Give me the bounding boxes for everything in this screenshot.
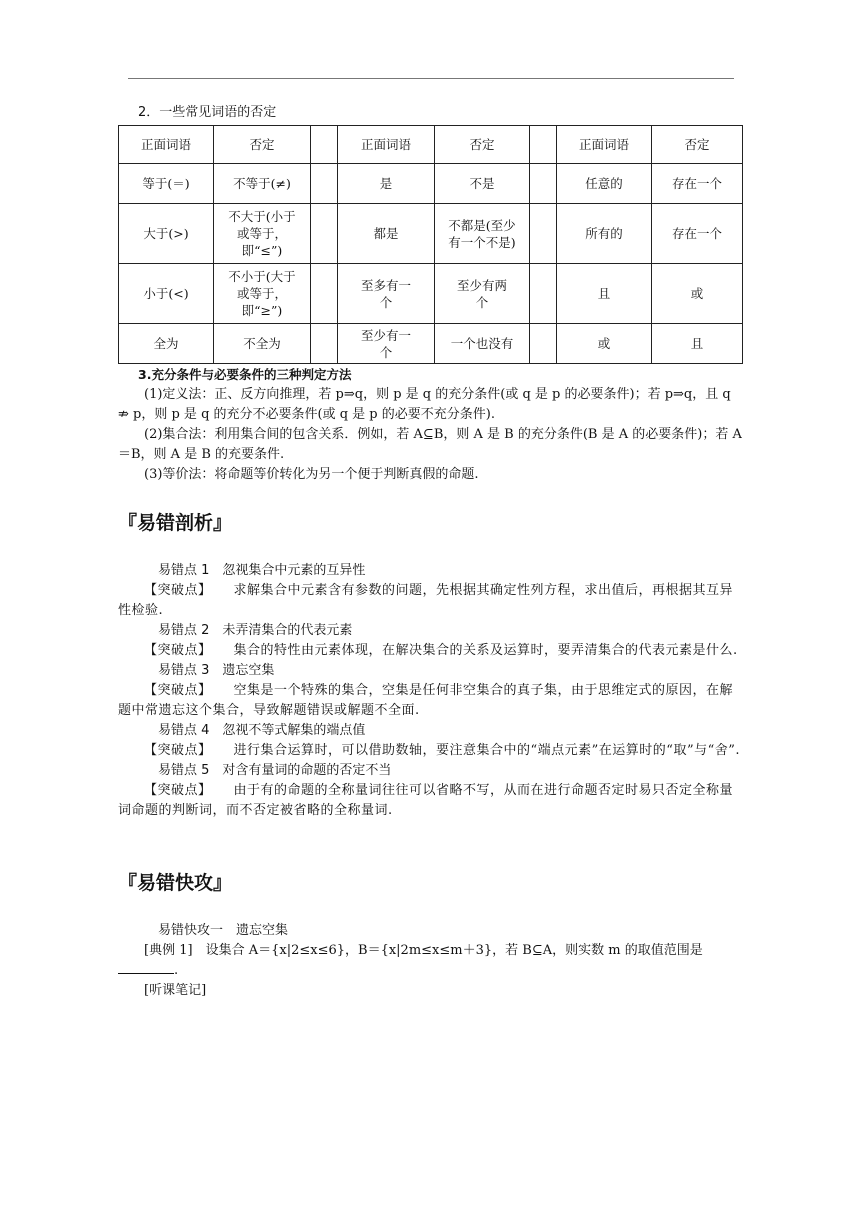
answer-blank[interactable]	[118, 961, 174, 974]
breakthrough-tag: 【突破点】	[144, 643, 212, 658]
pitfall-title: 易错点 3 遗忘空集	[158, 663, 275, 678]
example-1	[118, 941, 742, 981]
table-row	[119, 324, 743, 364]
pitfall-text: 空集是一个特殊的集合，空集是任何非空集合的真子集，由于思维定式的原因，在解题中常遗忘这个集合，导致解题错误或解题不全面.	[118, 683, 734, 718]
pitfall-title: 易错点 5 对含有量词的命题的否定不当	[158, 763, 392, 778]
table-cell: 不大于(小于或等于，即“≤”)	[214, 204, 311, 264]
header-cell: 正面词语	[119, 126, 214, 164]
pitfall-title: 易错点 1 忽视集合中元素的互异性	[158, 563, 366, 578]
pitfall-body	[118, 781, 742, 821]
table-cell: 至少有一个	[338, 324, 435, 364]
example-end: .	[174, 963, 179, 978]
table-cell	[311, 204, 338, 264]
example-label: [典例 1]	[144, 943, 193, 958]
pitfall-item	[118, 761, 742, 821]
pitfall-item	[118, 621, 742, 661]
pitfalls-section	[118, 513, 742, 821]
table-cell	[311, 324, 338, 364]
header-cell: 否定	[435, 126, 530, 164]
table-cell: 不是	[435, 164, 530, 204]
page-content	[118, 103, 742, 1001]
table-cell	[530, 264, 557, 324]
pitfall-title: 易错点 2 未弄清集合的代表元素	[158, 623, 353, 638]
pitfall-text: 进行集合运算时，可以借助数轴，要注意集合中的“端点元素”在运算时的“取”与“舍”.	[233, 743, 741, 758]
pitfall-body	[118, 741, 742, 761]
table-cell: 小于(<)	[119, 264, 214, 324]
table-row	[119, 264, 743, 324]
negation-table	[118, 125, 743, 364]
table-cell	[530, 164, 557, 204]
table-cell: 存在一个	[652, 204, 743, 264]
table-cell: 且	[652, 324, 743, 364]
header-cell: 否定	[214, 126, 311, 164]
pitfall-body	[118, 581, 742, 621]
pitfall-item	[118, 561, 742, 621]
table-cell: 大于(>)	[119, 204, 214, 264]
table-cell: 不等于(≠)	[214, 164, 311, 204]
table-cell: 或	[652, 264, 743, 324]
pitfall-text: 集合的特性由元素体现，在解决集合的关系及运算时，要弄清集合的代表元素是什么.	[233, 643, 738, 658]
header-cell	[311, 126, 338, 164]
table-cell: 存在一个	[652, 164, 743, 204]
breakthrough-tag: 【突破点】	[144, 583, 212, 598]
header-cell: 否定	[652, 126, 743, 164]
table-cell: 不全为	[214, 324, 311, 364]
pitfall-text: 由于有的命题的全称量词往往可以省略不写，从而在进行命题否定时易只否定全称量词命题的判断词，而不否定被省略的全称量词.	[118, 783, 734, 818]
section-2-title: 2．一些常见词语的否定	[138, 105, 277, 120]
pitfall-list	[118, 561, 742, 821]
table-cell: 任意的	[557, 164, 652, 204]
pitfall-text: 求解集合中元素含有参数的问题，先根据其确定性列方程，求出值后，再根据其互异性检验.	[118, 583, 734, 618]
pitfall-title: 易错点 4 忽视不等式解集的端点值	[158, 723, 366, 738]
table-cell	[530, 324, 557, 364]
quick-section	[118, 873, 742, 1001]
quick-heading: 『易错快攻』	[118, 872, 233, 894]
header-rule	[128, 78, 734, 79]
table-cell: 全为	[119, 324, 214, 364]
table-header-row	[119, 126, 743, 164]
section-3-title: 3.充分条件与必要条件的三种判定方法	[138, 367, 352, 382]
header-cell	[530, 126, 557, 164]
pitfall-item	[118, 661, 742, 721]
table-cell: 是	[338, 164, 435, 204]
pitfall-body	[118, 641, 742, 661]
table-cell: 或	[557, 324, 652, 364]
table-cell: 不都是(至少有一个不是)	[435, 204, 530, 264]
header-cell: 正面词语	[557, 126, 652, 164]
table-cell	[311, 164, 338, 204]
breakthrough-tag: 【突破点】	[144, 743, 212, 758]
breakthrough-tag: 【突破点】	[144, 683, 212, 698]
table-cell: 都是	[338, 204, 435, 264]
header-cell: 正面词语	[338, 126, 435, 164]
quick-sub-title: 易错快攻一 遗忘空集	[158, 923, 289, 938]
table-row	[119, 204, 743, 264]
breakthrough-tag: 【突破点】	[144, 783, 212, 798]
section-3-para-1: (1)定义法：正、反方向推理，若 p⇒q，则 p 是 q 的充分条件(或 q 是 p 的必要条件)；若 p⇒q，且 q ⇏ p，则 p 是 q 的充分不必要条件(或 q 是 p 的必要不充分条件).	[118, 387, 731, 422]
section-3-para-2: (2)集合法：利用集合间的包含关系．例如，若 A⊆B，则 A 是 B 的充分条件(B 是 A 的必要条件)；若 A＝B，则 A 是 B 的充要条件.	[118, 427, 742, 462]
table-cell: 至少有两个	[435, 264, 530, 324]
table-cell: 不小于(大于或等于，即“≥”)	[214, 264, 311, 324]
lecture-notes-label: [听课笔记]	[144, 983, 207, 998]
table-cell	[530, 204, 557, 264]
table-cell	[311, 264, 338, 324]
table-cell: 一个也没有	[435, 324, 530, 364]
section-3-para-3: (3)等价法：将命题等价转化为另一个便于判断真假的命题.	[144, 467, 479, 482]
section-3	[118, 365, 742, 485]
table-cell: 至多有一个	[338, 264, 435, 324]
pitfall-item	[118, 721, 742, 761]
example-text: 设集合 A＝{x|2≤x≤6}，B＝{x|2m≤x≤m＋3}，若 B⊆A，则实数 m 的取值范围是	[205, 943, 703, 958]
table-cell: 且	[557, 264, 652, 324]
table-cell: 所有的	[557, 204, 652, 264]
pitfalls-heading: 『易错剖析』	[118, 512, 233, 534]
pitfall-body	[118, 681, 742, 721]
table-cell: 等于(＝)	[119, 164, 214, 204]
table-row	[119, 164, 743, 204]
